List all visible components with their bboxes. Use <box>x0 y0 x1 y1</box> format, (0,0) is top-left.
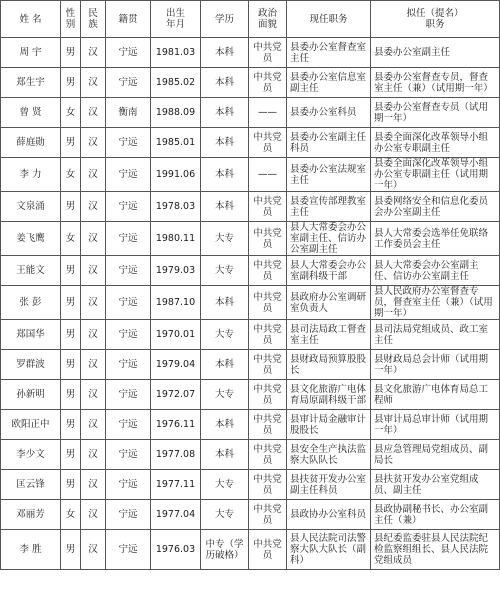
cell-gender: 男 <box>61 286 81 320</box>
cell-native-place: 宁远 <box>106 440 151 470</box>
cell-native-place: 宁远 <box>106 158 151 192</box>
cell-ethnicity: 汉 <box>81 286 106 320</box>
cell-education: 大专 <box>201 256 249 286</box>
cell-gender: 男 <box>61 68 81 98</box>
cell-name: 孙新明 <box>1 380 61 410</box>
cell-current-post: 县人大常委会办公室副科级干部 <box>287 256 371 286</box>
cell-gender: 男 <box>61 38 81 68</box>
header-proposed-post: 拟任（提名） 职务 <box>371 1 500 38</box>
table-row <box>1 500 500 530</box>
cell-native-place: 宁远 <box>106 128 151 158</box>
cell-name: 李 胜 <box>1 530 61 570</box>
cell-education: 大专 <box>201 500 249 530</box>
cell-political: 中共党员 <box>249 38 287 68</box>
cell-birth: 1978.03 <box>151 192 201 222</box>
cell-ethnicity: 汉 <box>81 350 106 380</box>
cell-native-place: 宁远 <box>106 38 151 68</box>
cell-ethnicity: 汉 <box>81 222 106 256</box>
cell-current-post: 县人大常委会办公室副主任、信访办公室副主任 <box>287 222 371 256</box>
cell-name: 郑国华 <box>1 320 61 350</box>
cell-native-place: 宁远 <box>106 380 151 410</box>
cell-native-place: 宁远 <box>106 530 151 570</box>
table-row <box>1 530 500 570</box>
cell-proposed-post: 县委办公室督查专员（试用期一年） <box>371 98 500 128</box>
cell-native-place: 宁远 <box>106 350 151 380</box>
table-row <box>1 68 500 98</box>
cell-education: 大专 <box>201 470 249 500</box>
cell-proposed-post: 县人民政府办公室督查专员，督查室主任（兼）（试用期一年） <box>371 286 500 320</box>
cell-gender: 男 <box>61 410 81 440</box>
cell-gender: 男 <box>61 350 81 380</box>
cell-name: 欧阳正中 <box>1 410 61 440</box>
cell-native-place: 宁远 <box>106 68 151 98</box>
cell-political: 中共党员 <box>249 222 287 256</box>
cell-birth: 1979.03 <box>151 256 201 286</box>
table-row <box>1 192 500 222</box>
table-row <box>1 222 500 256</box>
cell-political: 中共党员 <box>249 380 287 410</box>
cell-current-post: 县委办公室副主任科员 <box>287 128 371 158</box>
cell-education: 本科 <box>201 68 249 98</box>
cell-gender: 男 <box>61 256 81 286</box>
cell-proposed-post: 县委全面深化改革领导小组办公室专职副主任（试用期一年） <box>371 158 500 192</box>
cell-education: 本科 <box>201 286 249 320</box>
cell-education: 本科 <box>201 410 249 440</box>
cell-current-post: 县政协办公室科员 <box>287 500 371 530</box>
cell-education: 本科 <box>201 192 249 222</box>
header-native-place: 籍贯 <box>106 1 151 38</box>
table-row <box>1 320 500 350</box>
cell-native-place: 宁远 <box>106 256 151 286</box>
cell-proposed-post: 县纪委监委驻县人民法院纪检监察组组长、县人民法院党组成员 <box>371 530 500 570</box>
cell-current-post: 县审计局金融审计股股长 <box>287 410 371 440</box>
cell-education: 本科 <box>201 158 249 192</box>
cell-ethnicity: 汉 <box>81 128 106 158</box>
cell-proposed-post: 县财政局总会计师（试用期一年） <box>371 350 500 380</box>
cell-ethnicity: 汉 <box>81 410 106 440</box>
cell-gender: 男 <box>61 320 81 350</box>
cell-education: 中专（学历破格） <box>201 530 249 570</box>
cell-name: 邓丽芳 <box>1 500 61 530</box>
cell-birth: 1977.08 <box>151 440 201 470</box>
cell-birth: 1980.11 <box>151 222 201 256</box>
header-education: 学历 <box>201 1 249 38</box>
cell-name: 李 力 <box>1 158 61 192</box>
table-row <box>1 158 500 192</box>
cell-name: 郑生宇 <box>1 68 61 98</box>
table-row <box>1 350 500 380</box>
cell-ethnicity: 汉 <box>81 530 106 570</box>
cell-proposed-post: 县委网络安全和信息化委员会办公室副主任 <box>371 192 500 222</box>
table-row <box>1 410 500 440</box>
header-birth: 出生 年月 <box>151 1 201 38</box>
cell-current-post: 县人民法院司法警察大队大队长（副科） <box>287 530 371 570</box>
cell-ethnicity: 汉 <box>81 68 106 98</box>
cell-native-place: 宁远 <box>106 320 151 350</box>
cell-ethnicity: 汉 <box>81 320 106 350</box>
cell-ethnicity: 汉 <box>81 158 106 192</box>
cell-current-post: 县政府办公室调研室负责人 <box>287 286 371 320</box>
cell-birth: 1985.02 <box>151 68 201 98</box>
cell-current-post: 县委办公室法规室主任 <box>287 158 371 192</box>
cell-political: 中共党员 <box>249 68 287 98</box>
cell-current-post: 县委办公室科员 <box>287 98 371 128</box>
cell-current-post: 县财政局预算股股长 <box>287 350 371 380</box>
roster-body <box>1 38 500 570</box>
cell-native-place: 宁远 <box>106 470 151 500</box>
header-name: 姓 名 <box>1 1 61 38</box>
header-current-post: 现任职务 <box>287 1 371 38</box>
cell-political: 中共党员 <box>249 320 287 350</box>
cell-ethnicity: 汉 <box>81 38 106 68</box>
cell-gender: 男 <box>61 380 81 410</box>
header-gender: 性 别 <box>61 1 81 38</box>
cell-political: 中共党员 <box>249 128 287 158</box>
cell-political: —— <box>249 158 287 192</box>
cell-political: 中共党员 <box>249 440 287 470</box>
cell-ethnicity: 汉 <box>81 440 106 470</box>
cell-proposed-post: 县委办公室督查专员，督查室主任（兼）（试用期一年） <box>371 68 500 98</box>
cell-birth: 1987.10 <box>151 286 201 320</box>
cell-birth: 1979.04 <box>151 350 201 380</box>
cell-gender: 男 <box>61 128 81 158</box>
table-row <box>1 380 500 410</box>
cell-current-post: 县委办公室信息室副主任 <box>287 68 371 98</box>
cell-gender: 男 <box>61 440 81 470</box>
cell-birth: 1981.03 <box>151 38 201 68</box>
cell-native-place: 宁远 <box>106 192 151 222</box>
cell-name: 匡云锋 <box>1 470 61 500</box>
table-row <box>1 38 500 68</box>
cell-education: 本科 <box>201 98 249 128</box>
cell-proposed-post: 县扶贫开发办公室党组成员、副主任 <box>371 470 500 500</box>
cell-native-place: 宁远 <box>106 286 151 320</box>
cell-political: 中共党员 <box>249 500 287 530</box>
cell-name: 周 宇 <box>1 38 61 68</box>
cell-ethnicity: 汉 <box>81 500 106 530</box>
cell-ethnicity: 汉 <box>81 192 106 222</box>
cell-birth: 1976.11 <box>151 410 201 440</box>
header-political: 政治 面貌 <box>249 1 287 38</box>
cell-proposed-post: 县文化旅游广电体育局总工程师 <box>371 380 500 410</box>
cell-name: 薛庭勋 <box>1 128 61 158</box>
cell-gender: 女 <box>61 98 81 128</box>
cell-proposed-post: 县司法局党组成员、政工室主任 <box>371 320 500 350</box>
cell-gender: 男 <box>61 470 81 500</box>
cell-native-place: 宁远 <box>106 222 151 256</box>
cell-gender: 女 <box>61 222 81 256</box>
cell-education: 大专 <box>201 320 249 350</box>
cell-proposed-post: 县审计局总审计师（试用期一年） <box>371 410 500 440</box>
cell-birth: 1988.09 <box>151 98 201 128</box>
cell-education: 本科 <box>201 128 249 158</box>
cell-political: 中共党员 <box>249 192 287 222</box>
cell-birth: 1976.03 <box>151 530 201 570</box>
table-row <box>1 128 500 158</box>
cell-gender: 女 <box>61 158 81 192</box>
cell-proposed-post: 县应急管理局党组成员、副局长 <box>371 440 500 470</box>
cell-proposed-post: 县人大常委会办公室副主任、信访办公室副主任 <box>371 256 500 286</box>
cell-proposed-post: 县委全面深化改革领导小组办公室专职副主任 <box>371 128 500 158</box>
cell-proposed-post: 县人大常委会选举任免联络工作委员会主任 <box>371 222 500 256</box>
header-ethnicity: 民 族 <box>81 1 106 38</box>
cell-birth: 1991.06 <box>151 158 201 192</box>
cell-birth: 1985.01 <box>151 128 201 158</box>
cell-native-place: 宁远 <box>106 500 151 530</box>
cell-proposed-post: 县委办公室副主任 <box>371 38 500 68</box>
table-row <box>1 256 500 286</box>
table-row <box>1 98 500 128</box>
cell-native-place: 衡南 <box>106 98 151 128</box>
cell-political: 中共党员 <box>249 350 287 380</box>
cell-political: 中共党员 <box>249 256 287 286</box>
cell-name: 曾 贤 <box>1 98 61 128</box>
cell-political: —— <box>249 98 287 128</box>
cell-name: 文泉涌 <box>1 192 61 222</box>
cell-name: 罗群波 <box>1 350 61 380</box>
cell-gender: 男 <box>61 192 81 222</box>
cell-education: 本科 <box>201 38 249 68</box>
table-row <box>1 286 500 320</box>
cell-current-post: 县安全生产执法监察大队队长 <box>287 440 371 470</box>
cell-birth: 1972.07 <box>151 380 201 410</box>
cell-education: 大专 <box>201 222 249 256</box>
cell-education: 本科 <box>201 350 249 380</box>
cell-current-post: 县司法局政工督查室主任 <box>287 320 371 350</box>
cell-current-post: 县扶贫开发办公室副主任科员 <box>287 470 371 500</box>
cell-name: 姜飞鹰 <box>1 222 61 256</box>
table-row <box>1 470 500 500</box>
header-row <box>1 1 500 38</box>
cell-political: 中共党员 <box>249 410 287 440</box>
cell-gender: 男 <box>61 530 81 570</box>
cell-birth: 1970.01 <box>151 320 201 350</box>
cell-name: 李少文 <box>1 440 61 470</box>
cell-ethnicity: 汉 <box>81 470 106 500</box>
cell-proposed-post: 县政协副秘书长、办公室副主任（兼） <box>371 500 500 530</box>
cell-gender: 女 <box>61 500 81 530</box>
cell-ethnicity: 汉 <box>81 98 106 128</box>
cell-ethnicity: 汉 <box>81 256 106 286</box>
cell-current-post: 县委办公室督查室主任 <box>287 38 371 68</box>
cell-birth: 1977.11 <box>151 470 201 500</box>
cell-current-post: 县文化旅游广电体育局原副科级干部 <box>287 380 371 410</box>
cell-ethnicity: 汉 <box>81 380 106 410</box>
cell-birth: 1977.04 <box>151 500 201 530</box>
cell-political: 中共党员 <box>249 530 287 570</box>
cell-current-post: 县委宣传部理教室主任 <box>287 192 371 222</box>
cell-education: 大专 <box>201 380 249 410</box>
table-row <box>1 440 500 470</box>
cell-name: 王能文 <box>1 256 61 286</box>
cell-political: 中共党员 <box>249 286 287 320</box>
cell-name: 张 彭 <box>1 286 61 320</box>
cell-education: 本科 <box>201 440 249 470</box>
cell-native-place: 宁远 <box>106 410 151 440</box>
cell-political: 中共党员 <box>249 470 287 500</box>
